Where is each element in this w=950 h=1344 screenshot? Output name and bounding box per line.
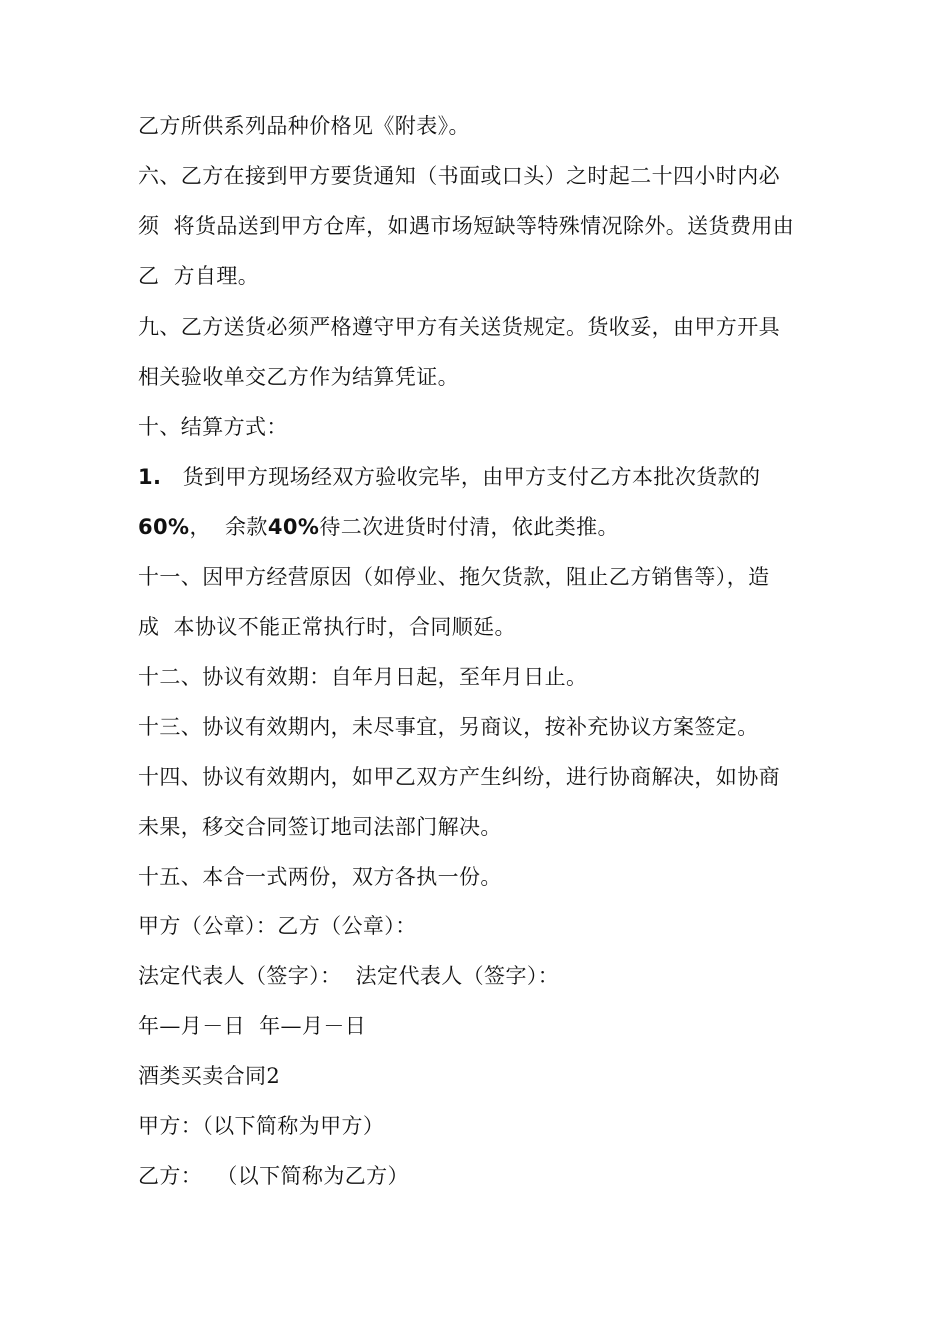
text-line: 乙 方自理。 bbox=[138, 264, 260, 288]
text-line: 十五、本合一式两份，双方各执一份。 bbox=[138, 865, 502, 889]
text-line: 成 本协议不能正常执行时，合同顺延。 bbox=[138, 615, 516, 639]
first-percent: 60% bbox=[138, 515, 190, 539]
text-line: 须 将货品送到甲方仓库，如遇市场短缺等特殊情况除外。送货费用由 bbox=[138, 214, 795, 238]
payment-item-number: 1. bbox=[138, 465, 162, 489]
remainder-label: 余款 bbox=[225, 515, 268, 539]
text-line: 相关验收单交乙方作为结算凭证。 bbox=[138, 365, 459, 389]
text-line: 十四、协议有效期内，如甲乙双方产生纠纷，进行协商解决，如协商 bbox=[138, 765, 780, 789]
text-line: 未果，移交合同签订地司法部门解决。 bbox=[138, 815, 502, 839]
party-a-line: 甲方：（以下简称为甲方） bbox=[138, 1114, 385, 1138]
signature-line-seal: 甲方（公章）：乙方（公章）： bbox=[138, 914, 417, 938]
text-line: 九、乙方送货必须严格遵守甲方有关送货规定。货收妥，由甲方开具 bbox=[138, 315, 780, 339]
contract-title: 酒类买卖合同2 bbox=[138, 1064, 281, 1088]
percent-separator: ， bbox=[189, 515, 211, 539]
text-line: 六、乙方在接到甲方要货通知（书面或口头）之时起二十四小时内必 bbox=[138, 164, 780, 188]
payment-item-text: 货到甲方现场经双方验收完毕，由甲方支付乙方本批次货款的 bbox=[182, 465, 761, 489]
remainder-text: 待二次进货时付清，依此类推。 bbox=[319, 515, 619, 539]
second-percent: 40% bbox=[267, 515, 320, 539]
payment-item-line-1 bbox=[138, 462, 760, 492]
signature-line-date: 年—月－日 年—月－日 bbox=[138, 1014, 367, 1038]
text-line: 十一、因甲方经营原因（如停业、拖欠货款，阻止乙方销售等），造 bbox=[138, 565, 770, 589]
party-b-line: 乙方： （以下简称为乙方） bbox=[138, 1164, 409, 1188]
text-line: 十二、协议有效期：自年月日起，至年月日止。 bbox=[138, 665, 588, 689]
text-line: 十、结算方式： bbox=[138, 415, 288, 439]
signature-line-representative: 法定代表人（签字）： 法定代表人（签字）： bbox=[138, 964, 560, 988]
text-line: 十三、协议有效期内，未尽事宜，另商议，按补充协议方案签定。 bbox=[138, 715, 759, 739]
payment-item-line-2 bbox=[138, 512, 619, 542]
text-line: 乙方所供系列品种价格见《附表》。 bbox=[138, 114, 470, 138]
